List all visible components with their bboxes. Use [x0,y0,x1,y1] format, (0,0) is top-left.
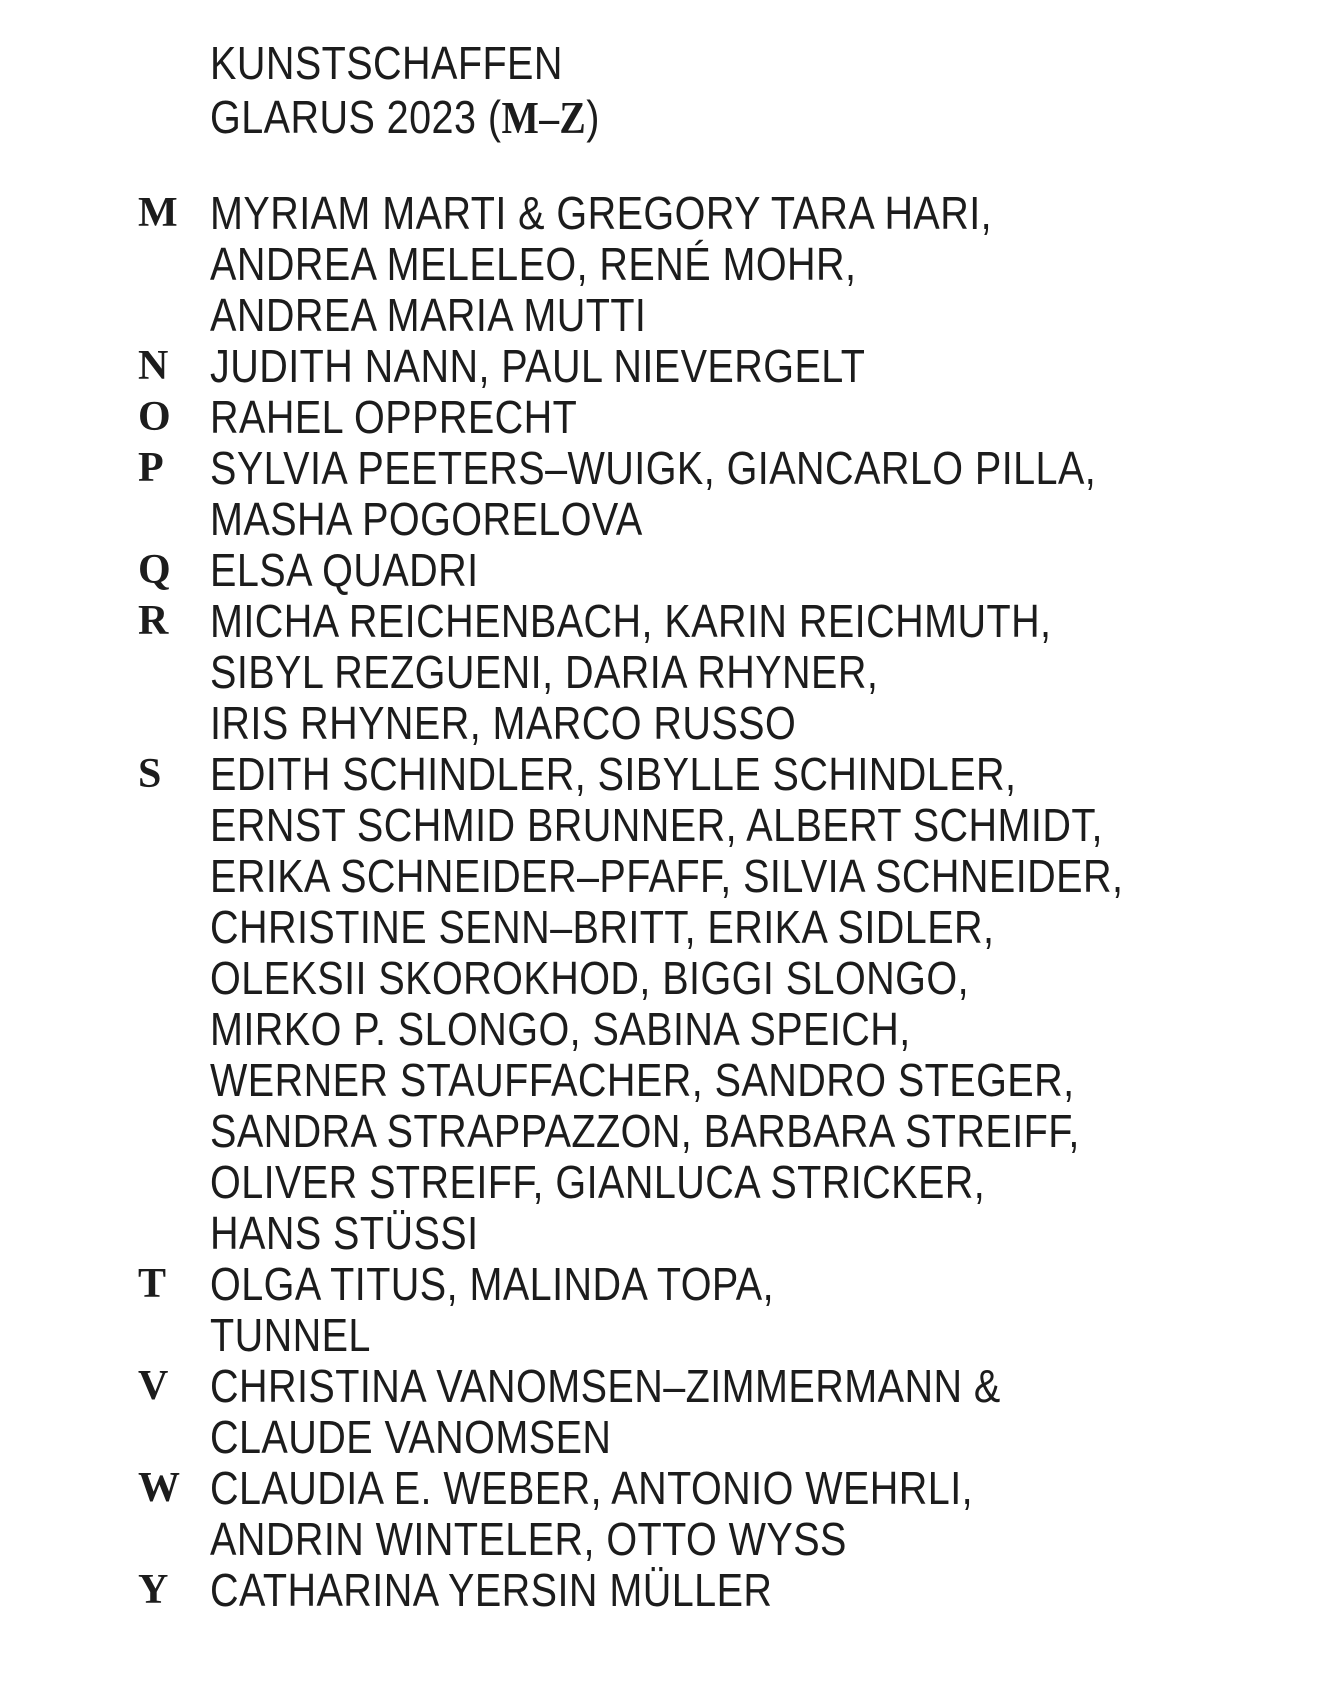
artist-line: IRIS RHYNER, MARCO RUSSO [210,697,797,749]
title-suffix: ) [586,91,600,143]
letter-group [0,1259,1336,1361]
artist-line: SYLVIA PEETERS–WUIGK, GIANCARLO PILLA, [210,442,1097,494]
artist-line: OLEKSII SKOROKHOD, BIGGI SLONGO, [210,952,969,1004]
artist-line: SANDRA STRAPPAZZON, BARBARA STREIFF, [210,1105,1080,1157]
artist-line: ERIKA SCHNEIDER–PFAFF, SILVIA SCHNEIDER, [210,850,1124,902]
artist-line: TUNNEL [210,1309,371,1361]
artist-line: CLAUDIA E. WEBER, ANTONIO WEHRLI, [210,1462,974,1514]
artist-names [210,188,1336,341]
index-letter: P [138,445,164,491]
artist-line: CHRISTINE SENN–BRITT, ERIKA SIDLER, [210,901,995,953]
artist-line: RAHEL OPPRECHT [210,391,578,443]
letter-group [0,392,1336,443]
artist-names [210,1565,1336,1616]
index-letter: N [138,343,169,389]
title-range: M–Z [501,92,587,143]
artist-line: CLAUDE VANOMSEN [210,1411,612,1463]
artist-line: EDITH SCHINDLER, SIBYLLE SCHINDLER, [210,748,1017,800]
artist-names [210,392,1336,443]
index-letter: Y [138,1567,169,1613]
letter-group [0,749,1336,1259]
artist-line: ELSA QUADRI [210,544,479,596]
artist-names [210,545,1336,596]
artist-line: OLGA TITUS, MALINDA TOPA, [210,1258,775,1310]
artist-names [210,1463,1336,1565]
artist-line: CATHARINA YERSIN MÜLLER [210,1564,773,1616]
artist-line: ANDREA MARIA MUTTI [210,289,647,341]
artist-line: ERNST SCHMID BRUNNER, ALBERT SCHMIDT, [210,799,1103,851]
artist-names [210,1259,1336,1361]
artist-line: CHRISTINA VANOMSEN–ZIMMERMANN & [210,1360,1001,1412]
letter-group [0,341,1336,392]
letter-group [0,1463,1336,1565]
artist-line: ANDREA MELELEO, RENÉ MOHR, [210,238,857,290]
artist-names [210,341,1336,392]
letter-group [0,596,1336,749]
artist-line: ANDRIN WINTELER, OTTO WYSS [210,1513,847,1565]
index-letter: M [138,190,178,236]
title-year: GLARUS 2023 ( [210,91,502,143]
letter-group [0,1565,1336,1616]
artist-line: MASHA POGORELOVA [210,493,643,545]
letter-group [0,1361,1336,1463]
artist-line: MIRKO P. SLONGO, SABINA SPEICH, [210,1003,911,1055]
letter-group [0,545,1336,596]
page-title [210,36,600,145]
index-letter: T [138,1261,167,1307]
artist-line: HANS STÜSSI [210,1207,479,1259]
artist-names [210,749,1336,1259]
title-line-1: KUNSTSCHAFFEN [210,37,563,89]
artist-line: WERNER STAUFFACHER, SANDRO STEGER, [210,1054,1075,1106]
index-letter: Q [138,547,171,593]
index-letter: O [138,394,171,440]
artist-line: MYRIAM MARTI & GREGORY TARA HARI, [210,187,993,239]
index-letter: W [138,1465,180,1511]
letter-group [0,443,1336,545]
index-letter: V [138,1363,169,1409]
title-line-2 [210,90,600,145]
index-letter: S [138,751,162,797]
artist-line: JUDITH NANN, PAUL NIEVERGELT [210,340,866,392]
artist-line: MICHA REICHENBACH, KARIN REICHMUTH, [210,595,1052,647]
letter-group [0,188,1336,341]
artist-names [210,596,1336,749]
artist-names [210,443,1336,545]
artist-line: OLIVER STREIFF, GIANLUCA STRICKER, [210,1156,986,1208]
artist-names [210,1361,1336,1463]
index-letter: R [138,598,169,644]
artist-line: SIBYL REZGUENI, DARIA RHYNER, [210,646,879,698]
artist-index [0,188,1336,1616]
